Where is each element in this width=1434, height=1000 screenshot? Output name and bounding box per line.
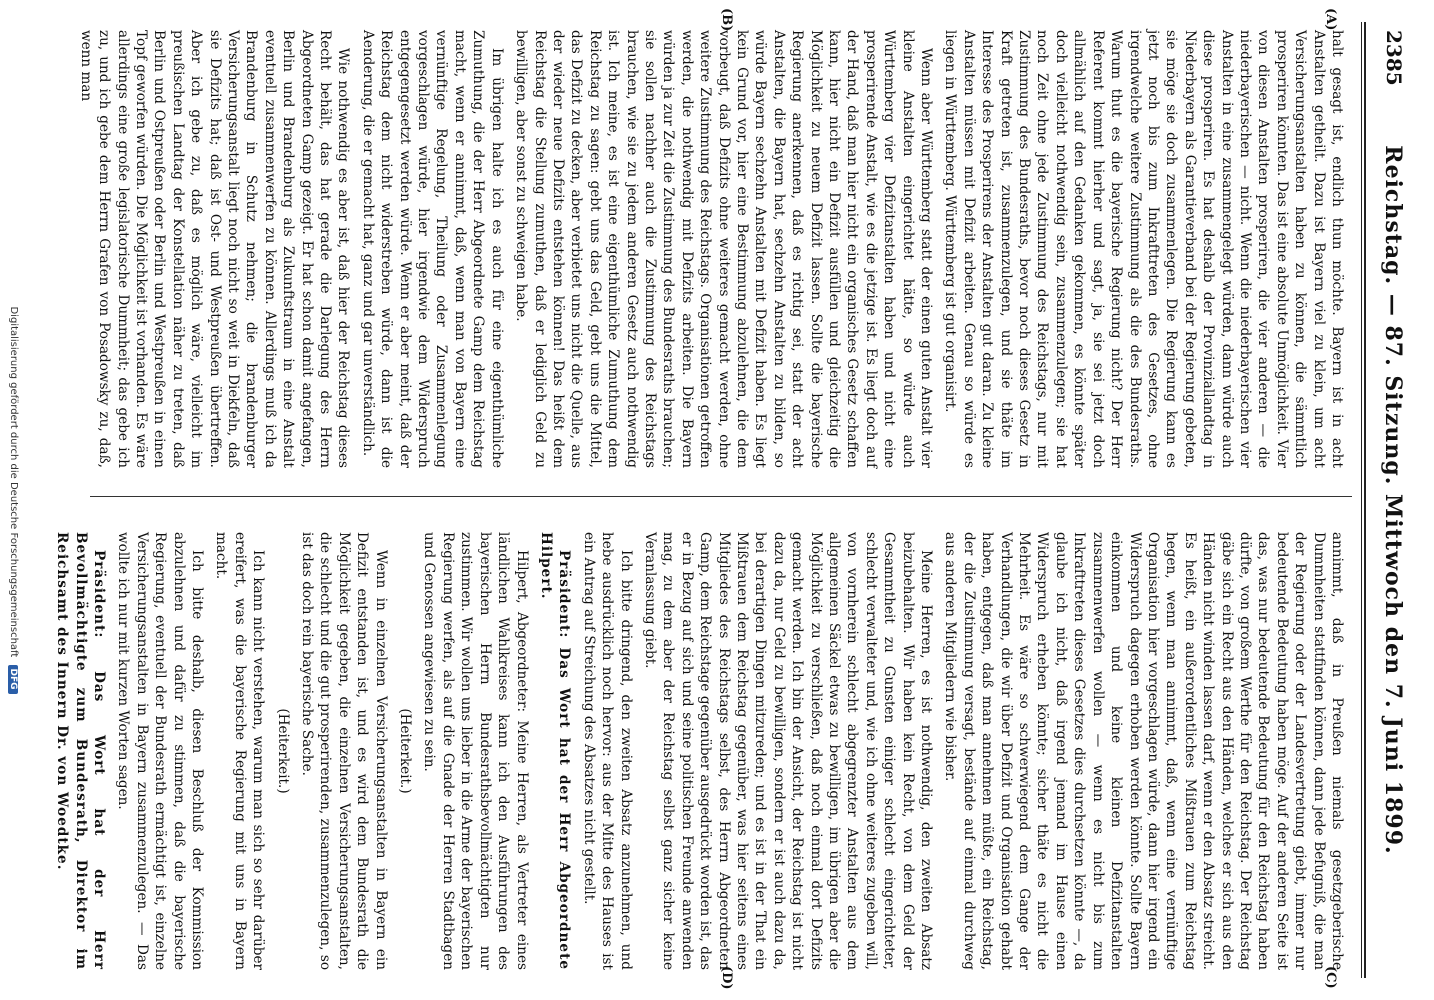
paragraph: annimmt, daß in Preußen niemals gesetzgeberische Dummheiten stattfinden können, dann jede Befugniß, die man der Regierung oder der Landesvertretung giebt, immer nur bedeutende Bedeutung haben möge. Auf der anderen Seite ist das, was nur bedeutende Bedeutung für den Reichstag haben dürfte, von großem Werthe für den Reichstag. Der Reichstag gäbe sich ein Recht aus den Händen, welches er sich aus den Händen nicht winden lassen darf, wenn er den Absatz streicht. Es heißt, ein außerordentliches Mißtrauen zum Reichstag hegen, wenn man annimmt, daß, wenn eine vernünftige Organisation hier vorgeschlagen würde, dann hier irgend ein Widerspruch dagegen erhoben werden könnte. Sollte Bayern einkommen und keine kleinen Defizitanstalten zusammenwerfen wollen — wenn es nicht bis zum Inkrafttreten dieses Gesetzes dies durchsetzen könnte —, da glaube ich nicht, daß irgend jemand im Hause einen Widerspruch erheben könnte; sicher thäte es nicht die Mehrheit. Es wäre so schwerwiegend dem Gange der Verhandlungen, die wir über Defizit und Organisation gehabt haben, entgegen, daß man annehmen müßte, ein Reichstag, der die Zustimmung versagt, bestände auf einmal durchweg aus anderen Mitgliedern wie bisher. — [942, 532, 1345, 970]
digitization-footer — [8, 0, 19, 1000]
margin-mark-b: (B) — [719, 8, 734, 32]
page-number-left: 2385 — [1382, 30, 1406, 86]
speaker-paragraph: Präsident: Das Wort hat der Herr Bevollmächtigte zum Bundesrath, Direktor im Reichsamt des Innern Dr. von Woedtke. — [54, 532, 107, 970]
margin-mark-a: (A) — [1323, 8, 1338, 31]
text-column-left — [77, 30, 1346, 468]
paragraph: Ich bitte deshalb, diesen Beschluß der Kommission abzulehnen und dafür zu stimmen, daß die bayerische Regierung, eventuell der Bundesrath ermächtigt ist, einzelne Versicherungsanstalten in Bayern zusammenzulegen. — Das wollte ich nur mit kurzen Worten sagen. — [115, 532, 206, 970]
page-header — [1368, 22, 1412, 978]
header-rule — [1364, 22, 1366, 978]
margin-mark-c: (C) — [1323, 966, 1338, 989]
footer-credit-text: Digitalisierung gefördert durch die Deutsche Forschungsgemeinschaft — [8, 306, 19, 658]
column-divider — [90, 496, 1352, 497]
paragraph: Ich bitte dringend, den zweiten Absatz anzunehmen, und hebe ausdrücklich noch hervor: aus der Mitte des Hauses ist ein Antrag auf Streichung des Absatzes nicht gestellt. — [580, 532, 634, 970]
speaker-paragraph: Präsident: Das Wort hat der Herr Abgeordnete Hilpert. — [537, 532, 573, 970]
header-rule-thin — [1361, 22, 1362, 978]
margin-mark-d: (D) — [719, 966, 734, 990]
paragraph: Wenn aber Württemberg statt der einen guten Anstalt vier kleine Anstalten eingerichtet hätte, so würde auch Württemberg vier Defizitanstalten haben und nicht eine prosperirende Anstalt, wie es die jetzige ist. Es liegt doch auf der Hand, daß man hier nicht ein organisches Gesetz schaffen kann, hier nicht ein Defizit ausfüllen und gleichzeitig die Möglichkeit zu neuem Defizit lassen. Sollte die bayerische Regierung anerkennen, daß es richtig sei, statt der acht Anstalten, die Bayern hat, sechzehn Anstalten zu bilden, so würde Bayern sechzehn Anstalten mit Defizit haben. Es liegt kein Grund vor, hier eine Bestimmung abzulehnen, die dem vorbeugt, daß Defizits ohne weiteres gemacht werden, ohne weitere Zustimmung des Reichstags. Organisationen getroffen werden, die nothwendig mit Defizits arbeiten. Die Bayern würden ja zur Zeit die Zustimmung des Bundesraths brauchen; sie sollen nachher auch die Zustimmung des Reichstags brauchen, wie sie zu jedem anderen Gesetz auch nothwendig ist. Ich meine, es ist eine eigenthümliche Zumuthung dem Reichstag zu sagen: gebt uns das Geld, gebt uns die Mittel, das Defizit zu decken, aber verbietet uns nicht die Quelle, aus der wieder neue Defizits entstehen können! Das heißt dem Reichstag die Stellung zumuthen, daß er lediglich Geld zu bewilligen, aber sonst zu schweigen habe. — [513, 30, 935, 468]
paragraph: halt gesagt ist, endlich thun möchte. Bayern ist in acht Anstalten getheilt. Dazu ist Bayern viel zu klein, um acht Versicherungsanstalten haben zu können, die sämmtlich prosperiren könnten. Das ist eine absolute Unmöglichkeit. Vier von diesen Anstalten prosperiren, die vier anderen — die niederbayerischen — nicht. Wenn die niederbayerischen vier Anstalten in eine zusammengelegt würden, dann würde auch diese prosperiren. Es hat deshalb der Provinziallandtag in Niederbayern als Garantieverband bei der Regierung gebeten, sie möge sie doch zusammenlegen. Die Regierung kann es jetzt noch bis zum Inkrafttreten des Gesetzes, ohne irgendwelche weitere Zustimmung als die des Bundesraths. Warum thut es die bayerische Regierung nicht? Der Herr Referent kommt hierher und sagt, ja, sie sei jetzt doch allmählich auf den Gedanken gekommen, es könnte später doch vielleicht nothwendig sein, zusammenzulegen; sie hat noch Zeit ohne jede Zustimmung des Reichstags, nur mit Zustimmung des Bundesraths, bevor noch dieses Gesetz in Kraft getreten ist, zusammenzulegen, und sie thäte im Interesse des Prosperirens der Anstalten gut daran. Zu kleine Anstalten müssen mit Defizit arbeiten. Genau so würde es liegen in Württemberg. Württemberg ist gut organisirt. — [942, 30, 1345, 468]
page-header-title: Reichstag. — 87. Sitzung. Mittwoch den 7. Juni 1899. — [1380, 145, 1406, 855]
paragraph: Wie nothwendig es aber ist, daß hier der Reichstag dieses Recht behält, das hat gerade die Darlegung des Herrn Abgeordneten Gamp gezeigt. Er hat schon damit angefangen, Berlin und Brandenburg als Zukunftstraum in eine Anstalt eventuell zusammenwerfen zu können. Allerdings muß ich da Brandenburg in Schutz nehmen; die brandenburger Versicherungsanstalt liegt noch nicht so weit in Diekfeln, daß sie Defizits hat; daß ist Ost- und Westpreußen übertreffen. Aber ich gebe zu, daß es möglich wäre, vielleicht im preußischen Landtag der Konstellation näher zu treten, daß Berlin und Ostpreußen oder Berlin und Westpreußen in einen Topf geworfen würden. Die Möglichkeit ist vorhanden. Es wäre allerdings eine große legislatorische Dummheit; das gebe ich zu, und ich gebe dem Herrn Grafen von Posadowsky zu, daß, wenn man — [77, 30, 352, 468]
text-column-right — [54, 532, 1346, 970]
paragraph: Hilpert, Abgeordneter: Meine Herren, als Vertreter eines ländlichen Wahlkreises kann ich den Ausführungen des bayerischen Herrn Bundesrathsbevollmächtigten nur zustimmen. Wir wollen uns lieber in die Arme der bayerischen Regierung werfen, als auf die Gnade der Herren Stadtbagen und Genossen angewiesen zu sein. — [421, 532, 530, 970]
dfg-logo: DFG — [8, 665, 18, 694]
paragraph: Meine Herren, es ist nothwendig, den zweiten Absatz beizubehalten. Wir haben kein Recht, von dem Geld der Gesammtheit zu Gunsten einiger schlecht eingerichteter, schlecht verwalteter und, wie ich ohne weiteres zugeben will, von vornherein schlecht abgegrenzter Anstalten aus dem allgemeinen Säckel etwas zu bewilligen, im übrigen aber die Möglichkeit zu verschließen, daß noch einmal dort Defizits gemacht werden. Ich bin der Ansicht, der Reichstag ist nicht dazu da, nur Geld zu bewilligen, sondern er ist auch dazu da, bei derartigen Dingen mitzureden; und es ist in der That ein Mißtrauen dem Reichstag gegenüber, was hier seitens eines Mitgliedes des Reichstags selbst, des Herrn Abgeordneten Gamp, dem Reichstage gegenüber ausgedrückt worden ist, das er in Bezug auf sich und seine politischen Freunde anwenden mag, zu dem aber der Reichstag selbst ganz sicher keine Veranlassung giebt. — [641, 532, 935, 970]
paragraph: Ich kann nicht verstehen, warum man sich so sehr darüber ereifert, was die bayerische Regierung mit uns in Bayern macht. — [213, 532, 267, 970]
paragraph: Wenn in einzelnen Versicherungsanstalten in Bayern ein Defizit entstanden ist, und es wird dem Bundesrath die Möglichkeit gegeben, die einzelnen Versicherungsanstalten, die schlecht und die gut prosperirenden, zusammenzulegen, so ist das doch rein bayerische Sache. — [299, 532, 389, 970]
paragraph: Im übrigen halte ich es auch für eine eigenthümliche Zumuthung, die der Herr Abgeordnete Gamp dem Reichstag macht, wenn er annimmt, daß, wenn man von Bayern eine vernünftige Regelung, Theilung oder Zusammenlegung vorgeschlagen würde, hier irgendwie dem Widerspruch entgegengesetzt werden würde. Wenn er aber meint, daß der Reichstag dem nicht widerstreben würde, dann ist die Aenderung, die er gemacht hat, ganz und gar unverständlich. — [359, 30, 505, 468]
interjection: (Heiterkeit.) — [274, 708, 291, 794]
interjection: (Heiterkeit.) — [397, 708, 414, 794]
